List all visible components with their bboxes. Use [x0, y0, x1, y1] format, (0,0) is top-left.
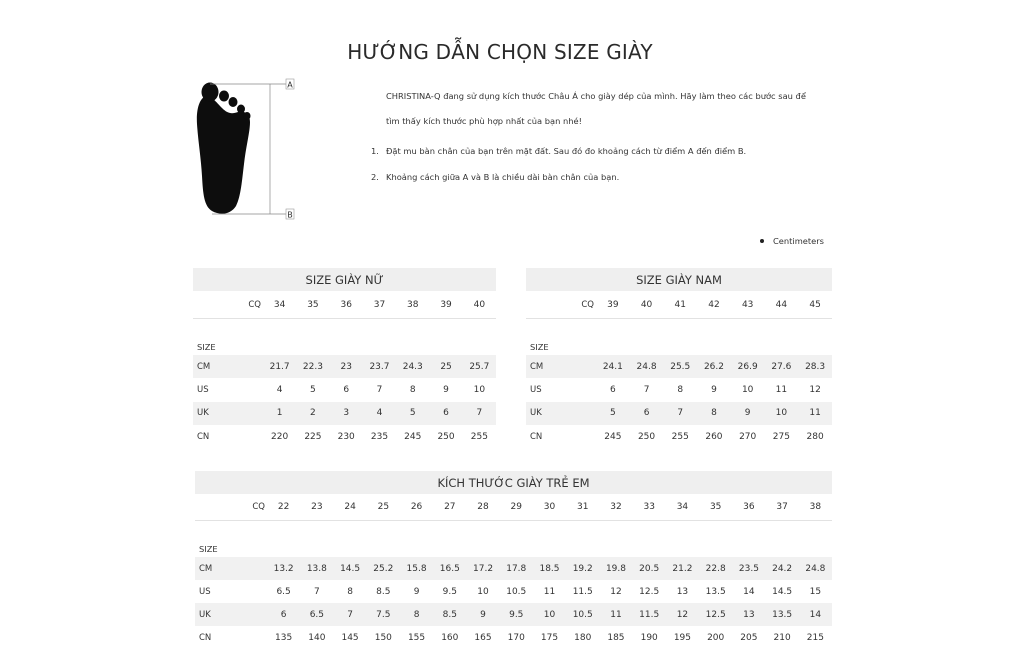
empty-cell	[556, 355, 596, 378]
table-cell: 7	[313, 586, 320, 597]
table-cell: 12.5	[699, 603, 732, 626]
table-cell: 13	[732, 603, 765, 626]
table-cell: 25.5	[663, 355, 697, 378]
units-legend	[760, 236, 824, 246]
cq-row	[193, 291, 496, 319]
row-label: UK	[526, 402, 556, 425]
table-cell: 4	[276, 384, 283, 395]
table-cell: 190	[640, 632, 658, 643]
table-cell: 10.5	[566, 603, 599, 626]
table-cell: 245	[604, 431, 622, 442]
cq-size-cell: 32	[599, 494, 632, 521]
table-cell: 12	[610, 586, 622, 597]
step-number: 2.	[371, 172, 379, 182]
table-cell: 24.3	[396, 355, 429, 378]
empty-cell	[556, 402, 596, 425]
table-cell: 24.1	[596, 355, 630, 378]
table-cell: 6	[343, 384, 350, 395]
empty-cell	[193, 291, 223, 319]
table-cell: 230	[337, 431, 355, 442]
row-label: CM	[193, 355, 223, 378]
table-cell: 15.8	[400, 557, 433, 580]
table-row	[195, 603, 832, 626]
empty-cell	[223, 378, 263, 401]
table-cell: 135	[275, 632, 293, 643]
table-cell: 24.8	[630, 355, 664, 378]
cq-size-cell: 35	[296, 291, 329, 319]
cq-size-cell: 22	[267, 494, 300, 521]
table-cell: 155	[407, 632, 426, 643]
table-cell: 15	[809, 586, 822, 597]
table-cell: 23	[330, 355, 363, 378]
bullet-icon	[760, 239, 764, 243]
table-cell: 6.5	[300, 603, 333, 626]
cq-size-cell: 25	[367, 494, 400, 521]
step-item	[371, 144, 841, 170]
row-label: CN	[530, 431, 543, 442]
point-a-label: A	[287, 80, 293, 90]
cq-size-cell: 43	[731, 291, 765, 319]
table-cell: 170	[507, 632, 525, 643]
table-cell: 25	[429, 355, 462, 378]
table-cell: 19.2	[566, 557, 599, 580]
empty-cell	[195, 494, 229, 521]
table-cell: 26.2	[697, 355, 731, 378]
table-cell: 6	[609, 384, 616, 395]
empty-cell	[556, 378, 596, 401]
table-cell: 11.5	[572, 586, 593, 597]
empty-cell	[229, 626, 267, 649]
cq-row	[526, 291, 832, 319]
table-cell: 14	[743, 586, 755, 597]
size-label: SIZE	[199, 544, 218, 554]
table-cell: 10	[741, 384, 754, 395]
table-cell: 8.5	[433, 603, 466, 626]
table-cell: 14.5	[333, 557, 366, 580]
table-row	[195, 580, 832, 603]
table-cell: 17.2	[466, 557, 499, 580]
step-item	[371, 170, 841, 196]
table-cell: 27.6	[765, 355, 799, 378]
cq-size-cell: 41	[663, 291, 697, 319]
row-label: CN	[199, 632, 212, 643]
cq-size-cell: 26	[400, 494, 433, 521]
table-cell: 22.3	[296, 355, 329, 378]
table-cell: 11	[798, 402, 832, 425]
table-title: SIZE GIÀY NAM	[526, 268, 832, 291]
table-cell: 8	[677, 384, 684, 395]
table-cell: 18.5	[533, 557, 566, 580]
table-cell: 280	[806, 431, 824, 442]
table-cell: 25.7	[463, 355, 496, 378]
size-label-row	[193, 319, 496, 356]
table-row	[526, 378, 832, 401]
table-cell: 13.2	[267, 557, 300, 580]
table-row	[193, 355, 496, 378]
table-cell: 9.5	[500, 603, 533, 626]
cq-size-cell: 31	[566, 494, 599, 521]
empty-cell	[229, 580, 267, 603]
table-cell: 20.5	[633, 557, 666, 580]
table-cell: 11.5	[633, 603, 666, 626]
cq-row	[195, 494, 832, 521]
size-label-row	[526, 319, 832, 356]
cq-size-cell: 33	[633, 494, 666, 521]
table-cell: 9	[443, 384, 449, 395]
table-cell: 185	[607, 632, 625, 643]
row-label: US	[197, 384, 209, 395]
table-cell: 250	[637, 431, 656, 442]
row-label: CN	[197, 431, 210, 442]
cq-size-cell: 36	[732, 494, 765, 521]
size-label: SIZE	[530, 342, 549, 352]
cq-size-cell: 39	[596, 291, 630, 319]
cq-size-cell: 42	[697, 291, 731, 319]
table-row	[193, 425, 496, 448]
table-cell: 175	[540, 632, 559, 643]
table-cell: 23.7	[363, 355, 396, 378]
table-cell: 210	[773, 632, 791, 643]
cq-size-cell: 44	[765, 291, 799, 319]
table-cell: 10	[477, 586, 489, 597]
table-cell: 10	[533, 603, 566, 626]
table-cell: 220	[271, 431, 289, 442]
row-label: CM	[195, 557, 229, 580]
table-cell: 5	[596, 402, 630, 425]
table-cell: 165	[474, 632, 492, 643]
cq-size-cell: 34	[666, 494, 699, 521]
table-cell: 150	[374, 632, 392, 643]
row-label: UK	[195, 603, 229, 626]
table-row	[195, 626, 832, 649]
table-cell: 12	[666, 603, 699, 626]
cq-size-cell: 45	[798, 291, 832, 319]
table-cell: 8.5	[376, 586, 391, 597]
page-title: HƯỚNG DẪN CHỌN SIZE GIÀY	[347, 40, 653, 64]
table-cell: 140	[308, 632, 326, 643]
cq-size-cell: 37	[766, 494, 799, 521]
row-label: US	[530, 384, 542, 395]
foot-measure-diagram	[188, 78, 303, 228]
table-cell: 9	[731, 402, 765, 425]
table-row	[193, 402, 496, 425]
cq-size-cell: 38	[799, 494, 832, 521]
table-cell: 9	[711, 384, 717, 395]
table-cell: 21.2	[666, 557, 699, 580]
table-cell: 16.5	[433, 557, 466, 580]
empty-cell	[229, 603, 267, 626]
table-cell: 255	[470, 431, 488, 442]
table-title-row	[193, 268, 496, 291]
cq-size-cell: 38	[396, 291, 429, 319]
row-label: US	[199, 586, 211, 597]
point-b-label: B	[287, 210, 293, 220]
table-cell: 11	[543, 586, 556, 597]
cq-size-cell: 37	[363, 291, 396, 319]
table-cell: 245	[404, 431, 422, 442]
kids-size-table	[195, 471, 832, 649]
cq-label: CQ	[556, 291, 596, 319]
empty-cell	[223, 355, 263, 378]
table-cell: 13.5	[705, 586, 726, 597]
cq-size-cell: 36	[330, 291, 363, 319]
table-cell: 11	[599, 603, 632, 626]
intro-line-1: CHRISTINA-Q đang sử dụng kích thước Châu Á cho giày dép của mình. Hãy làm theo các bước sau để	[386, 91, 806, 101]
table-row	[526, 355, 832, 378]
empty-cell	[223, 402, 263, 425]
cq-size-cell: 40	[630, 291, 664, 319]
intro-line-2: tìm thấy kích thước phù hợp nhất của bạn nhé!	[386, 116, 582, 126]
cq-size-cell: 40	[463, 291, 496, 319]
step-text: Đặt mu bàn chân của bạn trên mặt đất. Sau đó đo khoảng cách từ điểm A đến điểm B.	[386, 146, 747, 156]
men-size-table	[526, 268, 832, 448]
table-cell: 10	[473, 384, 486, 395]
table-cell: 24.2	[766, 557, 799, 580]
table-cell: 26.9	[731, 355, 765, 378]
row-label: UK	[193, 402, 223, 425]
table-cell: 200	[707, 632, 725, 643]
table-row	[526, 425, 832, 448]
table-cell: 12	[809, 384, 821, 395]
table-cell: 8	[400, 603, 433, 626]
table-cell: 13	[676, 586, 689, 597]
cq-label: CQ	[229, 494, 267, 521]
step-number: 1.	[371, 146, 379, 156]
women-size-table	[193, 268, 496, 448]
table-cell: 260	[705, 431, 723, 442]
table-cell: 22.8	[699, 557, 732, 580]
table-cell: 6	[267, 603, 300, 626]
table-cell: 21.7	[263, 355, 296, 378]
empty-cell	[556, 425, 596, 448]
table-cell: 1	[263, 402, 296, 425]
table-cell: 9	[466, 603, 499, 626]
table-title-row	[526, 268, 832, 291]
table-title: KÍCH THƯỚC GIÀY TRẺ EM	[195, 471, 832, 494]
table-cell: 145	[341, 632, 359, 643]
table-title-row	[195, 471, 832, 494]
table-cell: 8	[347, 586, 353, 597]
table-cell: 275	[772, 431, 790, 442]
empty-cell	[223, 425, 263, 448]
cq-size-cell: 35	[699, 494, 732, 521]
table-cell: 12.5	[639, 586, 660, 597]
foot-silhouette-icon	[197, 83, 251, 214]
empty-cell	[229, 557, 267, 580]
table-cell: 10.5	[506, 586, 527, 597]
table-title: SIZE GIÀY NỮ	[193, 268, 496, 291]
cq-size-cell: 39	[429, 291, 462, 319]
cq-size-cell: 24	[333, 494, 366, 521]
table-cell: 195	[673, 632, 692, 643]
table-cell: 6.5	[276, 586, 291, 597]
cq-size-cell: 30	[533, 494, 566, 521]
size-label-row	[195, 521, 832, 558]
row-label: CM	[526, 355, 556, 378]
intro-text	[386, 84, 836, 134]
table-cell: 25.2	[367, 557, 400, 580]
table-cell: 7	[643, 384, 650, 395]
cq-size-cell: 27	[433, 494, 466, 521]
cq-size-cell: 28	[466, 494, 499, 521]
table-cell: 255	[671, 431, 689, 442]
table-row	[193, 378, 496, 401]
table-cell: 4	[363, 402, 396, 425]
table-cell: 9	[413, 586, 420, 597]
table-cell: 2	[296, 402, 329, 425]
table-cell: 7	[376, 384, 383, 395]
table-cell: 5	[396, 402, 429, 425]
table-cell: 14.5	[772, 586, 793, 597]
table-cell: 215	[806, 632, 824, 643]
table-cell: 13.8	[300, 557, 333, 580]
table-cell: 24.8	[799, 557, 832, 580]
table-cell: 250	[437, 431, 455, 442]
table-cell: 7.5	[367, 603, 400, 626]
units-label: Centimeters	[773, 236, 824, 246]
table-cell: 19.8	[599, 557, 632, 580]
table-cell: 28.3	[798, 355, 832, 378]
table-cell: 23.5	[732, 557, 765, 580]
table-cell: 160	[441, 632, 459, 643]
table-cell: 3	[330, 402, 363, 425]
cq-size-cell: 23	[300, 494, 333, 521]
table-cell: 17.8	[500, 557, 533, 580]
table-cell: 225	[304, 431, 322, 442]
cq-label: CQ	[223, 291, 263, 319]
table-cell: 14	[799, 603, 832, 626]
table-cell: 270	[739, 431, 757, 442]
size-label: SIZE	[197, 342, 216, 352]
table-cell: 13.5	[766, 603, 799, 626]
steps-list	[371, 144, 841, 196]
table-cell: 235	[370, 431, 389, 442]
table-row	[195, 557, 832, 580]
table-cell: 9.5	[442, 586, 457, 597]
table-cell: 7	[333, 603, 366, 626]
table-row	[526, 402, 832, 425]
table-cell: 180	[574, 632, 592, 643]
table-cell: 7	[663, 402, 697, 425]
empty-cell	[526, 291, 556, 319]
table-cell: 7	[463, 402, 496, 425]
table-cell: 8	[697, 402, 731, 425]
table-cell: 205	[740, 632, 758, 643]
cq-size-cell: 29	[500, 494, 533, 521]
table-cell: 5	[310, 384, 316, 395]
step-text: Khoảng cách giữa A và B là chiều dài bàn chân của bạn.	[386, 172, 620, 182]
table-cell: 6	[429, 402, 462, 425]
table-cell: 10	[765, 402, 799, 425]
table-cell: 8	[409, 384, 416, 395]
cq-size-cell: 34	[263, 291, 296, 319]
table-cell: 11	[775, 384, 788, 395]
table-cell: 6	[630, 402, 664, 425]
